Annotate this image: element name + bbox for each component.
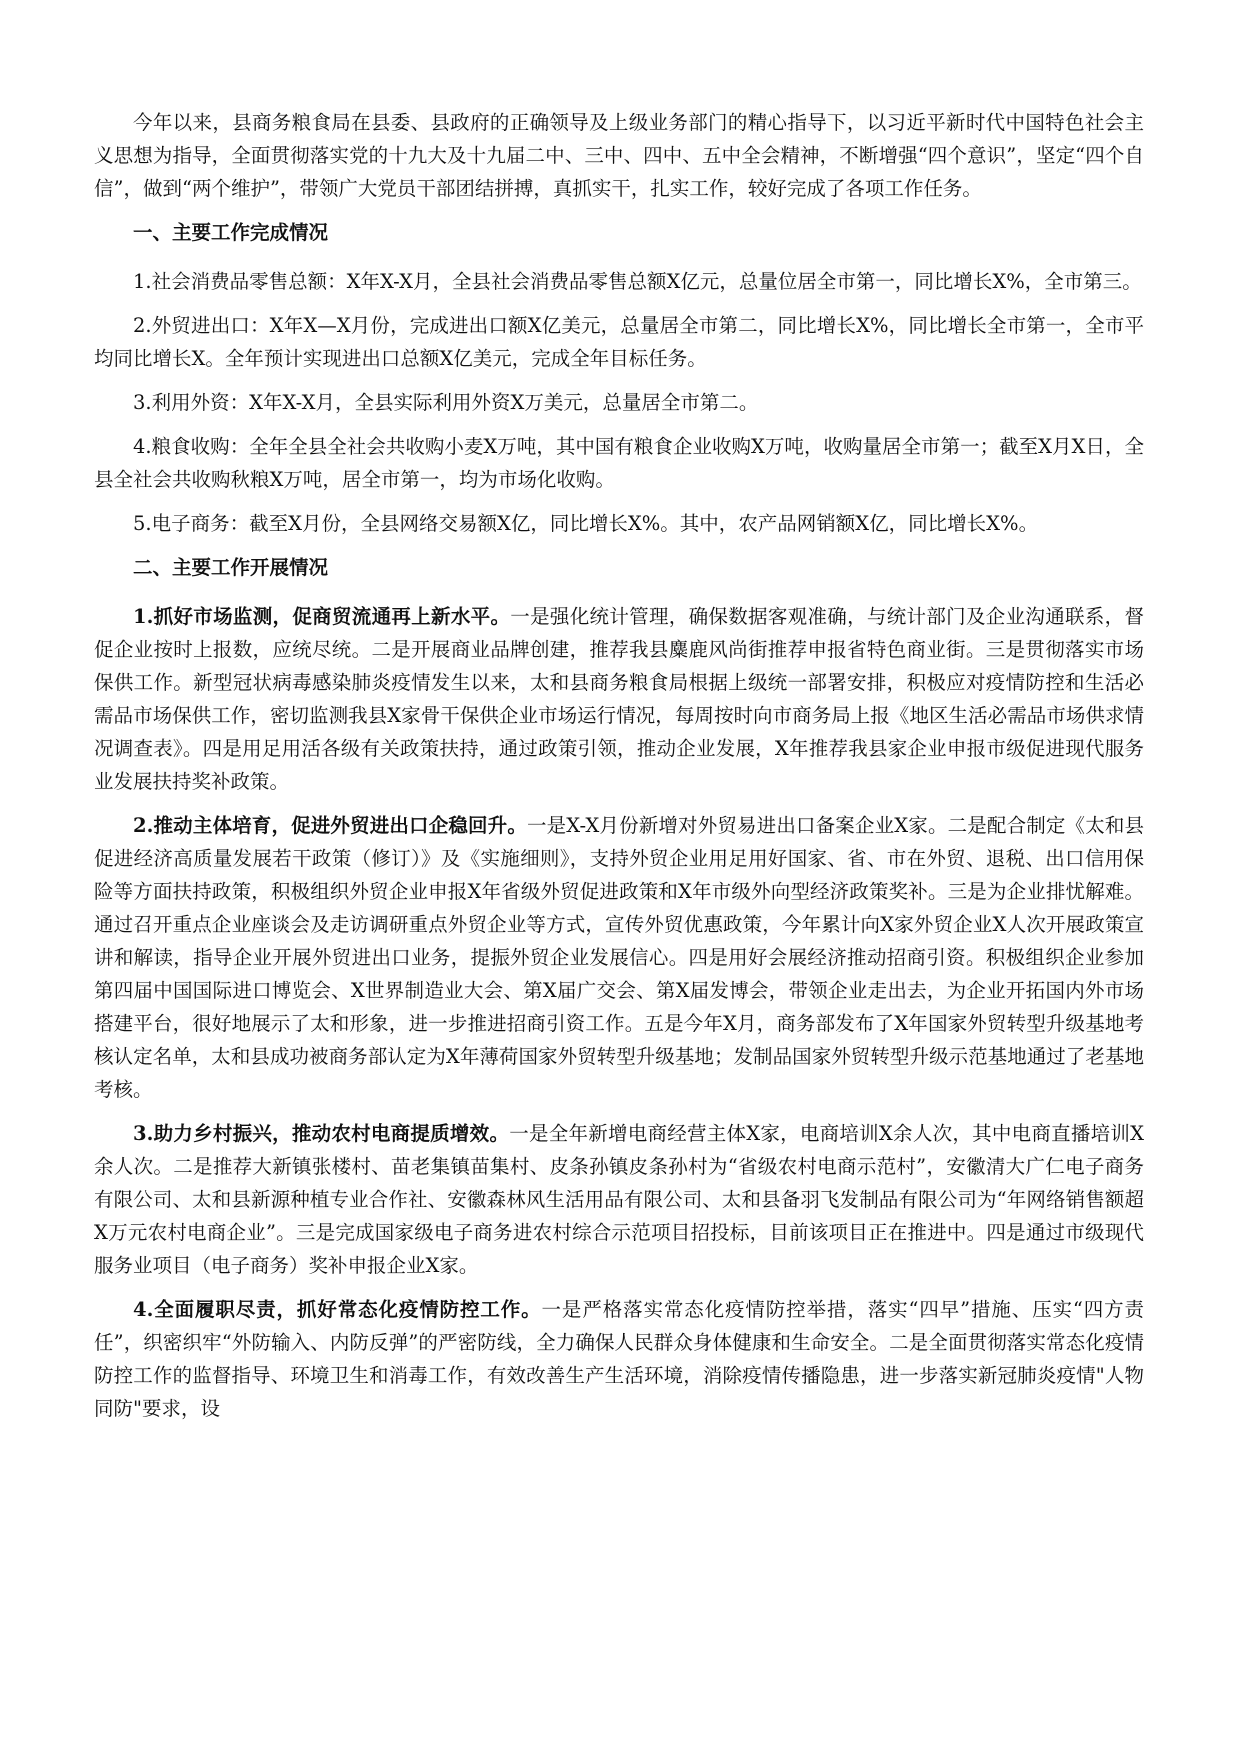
item-lead: 2.推动主体培育，促进外贸进出口企稳回升。 (133, 814, 527, 837)
section-1-heading: 一、主要工作完成情况 (133, 221, 329, 244)
section-1-item-2: 2.外贸进出口：X年X—X月份，完成进出口额X亿美元，总量居全市第二，同比增长X%，同比增长全市第一，全市平均同比增长X。全年预计实现进出口总额X亿美元，完成全年目标任务。 (94, 314, 1144, 370)
item-body: 一是强化统计管理，确保数据客观准确，与统计部门及企业沟通联系，督促企业按时上报数，应统尽统。二是开展商业品牌创建，推荐我县麋鹿风尚街推荐申报省特色商业街。三是贯彻落实市场保供工作。新型冠状病毒感染肺炎疫情发生以来，太和县商务粮食局根据上级统一部署安排，积极应对疫情防控和生活必需品市场保供工作，密切监测我县X家骨干保供企业市场运行情况，每周按时向市商务局上报《地区生活必需品市场供求情况调查表》。四是用足用活各级有关政策扶持，通过政策引领，推动企业发展，X年推荐我县家企业申报市级促进现代服务业发展扶持奖补政策。 (94, 605, 1144, 793)
item-body: 一是全年新增电商经营主体X家，电商培训X余人次，其中电商直播培训X余人次。二是推荐大新镇张楼村、苗老集镇苗集村、皮条孙镇皮条孙村为“省级农村电商示范村”，安徽清大广仁电子商务有限公司、太和县新源种植专业合作社、安徽森林风生活用品有限公司、太和县备羽飞发制品有限公司为“年网络销售额超X万元农村电商企业”。三是完成国家级电子商务进农村综合示范项目招投标，目前该项目正在推进中。四是通过市级现代服务业项目（电子商务）奖补申报企业X家。 (94, 1122, 1144, 1277)
section-2-heading: 二、主要工作开展情况 (133, 556, 329, 579)
section-2-item-2 (94, 809, 1144, 1106)
section-1-item-5: 5.电子商务：截至X月份，全县网络交易额X亿，同比增长X%。其中，农产品网销额X亿，同比增长X%。 (133, 512, 1039, 535)
item-body: 一是X-X月份新增对外贸易进出口备案企业X家。二是配合制定《太和县促进经济高质量发展若干政策（修订）》及《实施细则》，支持外贸企业用足用好国家、省、市在外贸、退税、出口信用保险等方面扶持政策，积极组织外贸企业申报X年省级外贸促进政策和X年市级外向型经济政策奖补。三是为企业排忧解难。通过召开重点企业座谈会及走访调研重点外贸企业等方式，宣传外贸优惠政策，今年累计向X家外贸企业X人次开展政策宣讲和解读，指导企业开展外贸进出口业务，提振外贸企业发展信心。四是用好会展经济推动招商引资。积极组织企业参加第四届中国国际进口博览会、X世界制造业大会、第X届广交会、第X届发博会，带领企业走出去，为企业开拓国内外市场搭建平台，很好地展示了太和形象，进一步推进招商引资工作。五是今年X月，商务部发布了X年国家外贸转型升级基地考核认定名单，太和县成功被商务部认定为X年薄荷国家外贸转型升级基地；发制品国家外贸转型升级示范基地通过了老基地考核。 (94, 814, 1144, 1101)
item-lead: 3.助力乡村振兴，推动农村电商提质增效。 (133, 1122, 510, 1145)
section-2-item-4 (94, 1293, 1144, 1425)
section-1-item-3: 3.利用外资：X年X-X月，全县实际利用外资X万美元，总量居全市第二。 (133, 391, 759, 414)
item-body: 一是严格落实常态化疫情防控举措，落实“四早”措施、压实“四方责任”，织密织牢“外防输入、内防反弹”的严密防线，全力确保人民群众身体健康和生命安全。二是全面贯彻落实常态化疫情防控工作的监督指导、环境卫生和消毒工作，有效改善生产生活环境，消除疫情传播隐患，进一步落实新冠肺炎疫情"人物同防"要求，设 (94, 1298, 1144, 1420)
item-lead: 1.抓好市场监测，促商贸流通再上新水平。 (133, 605, 511, 628)
section-2-item-3 (94, 1117, 1144, 1282)
section-1-item-1: 1.社会消费品零售总额：X年X-X月，全县社会消费品零售总额X亿元，总量位居全市第一，同比增长X%，全市第三。 (133, 270, 1142, 293)
intro-paragraph: 今年以来，县商务粮食局在县委、县政府的正确领导及上级业务部门的精心指导下，以习近平新时代中国特色社会主义思想为指导，全面贯彻落实党的十九大及十九届二中、三中、四中、五中全会精神，不断增强“四个意识”，坚定“四个自信”，做到“两个维护”，带领广大党员干部团结拼搏，真抓实干，扎实工作，较好完成了各项工作任务。 (94, 111, 1144, 200)
item-lead: 4.全面履职尽责，抓好常态化疫情防控工作。 (133, 1298, 542, 1321)
section-2-item-1 (94, 600, 1144, 798)
section-1-item-4: 4.粮食收购：全年全县全社会共收购小麦X万吨，其中国有粮食企业收购X万吨，收购量居全市第一；截至X月X日，全县全社会共收购秋粮X万吨，居全市第一，均为市场化收购。 (94, 435, 1144, 491)
